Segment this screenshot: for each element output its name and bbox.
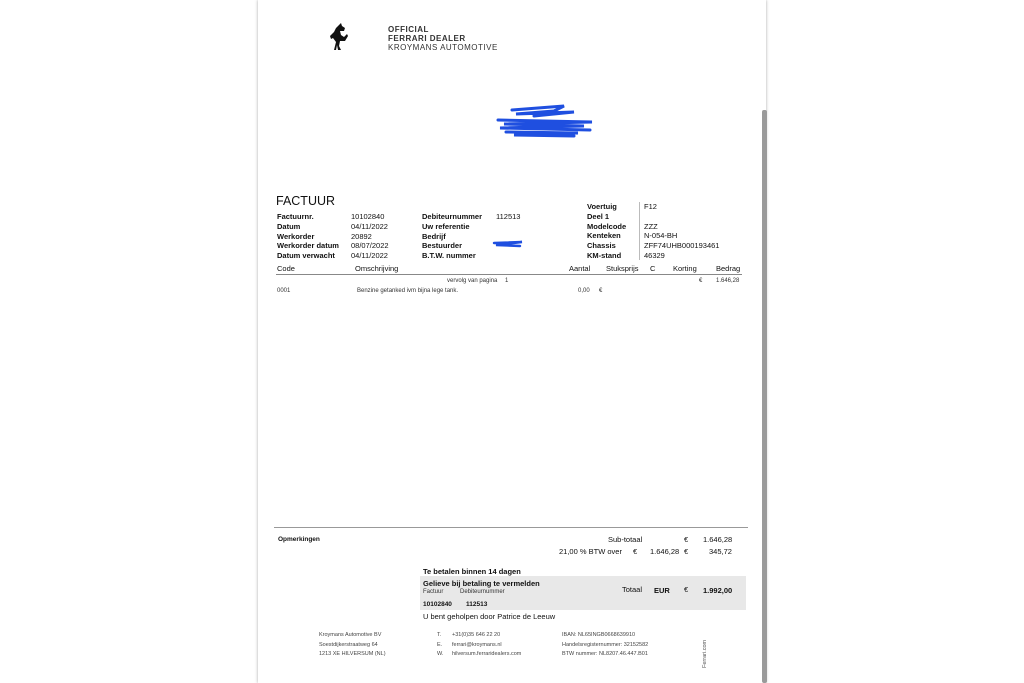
- vehicle-divider: [639, 202, 640, 260]
- footer-ferrari-url: Ferrari.com: [702, 639, 708, 668]
- carry-over-currency: €: [699, 278, 703, 284]
- license-plate-value: N-054-BH: [644, 231, 678, 241]
- footer-trade-register: Handelsregisternummer: 32152582: [562, 641, 649, 648]
- mileage-value: 46329: [644, 250, 665, 260]
- footer-company: [319, 631, 386, 660]
- footer-company-street: Soestdijkerstraatweg 64: [319, 641, 378, 648]
- line-item-description: Benzine getanked ivm bijna lege tank.: [357, 288, 459, 294]
- carry-over-label: vervolg van pagina: [447, 278, 498, 284]
- chassis-value: ZFF74UHB000193461: [644, 241, 720, 251]
- reference-value-debtor: 112513: [466, 601, 488, 608]
- footer-company-city: 1213 XE HILVERSUM (NL): [319, 651, 386, 657]
- redacted-driver: [492, 239, 524, 249]
- invoice-mid-labels: [422, 212, 482, 261]
- label-mileage: KM-stand: [587, 250, 622, 260]
- col-header-c: C: [650, 264, 656, 273]
- footer-email-key: E.: [437, 641, 443, 648]
- invoice-number-value: 10102840: [351, 212, 385, 221]
- footer-bank: [562, 631, 648, 660]
- totals-rule: [274, 527, 748, 528]
- subtotal-label: Sub-totaal: [608, 535, 643, 544]
- table-header-rule: [276, 274, 742, 275]
- label-expected-date: Datum verwacht: [277, 251, 335, 261]
- reference-label-debtor: Debiteurnummer: [460, 589, 505, 595]
- vat-base-amount: 1.646,28: [650, 547, 680, 556]
- carry-over-page: 1: [505, 278, 509, 284]
- vat-base-currency: €: [633, 547, 638, 556]
- label-debtor-number: Debiteurnummer: [422, 212, 483, 221]
- footer-phone: +31(0)35 646 22 20: [452, 632, 501, 638]
- subtotal-currency: €: [684, 535, 689, 544]
- vat-amount: 345,72: [709, 547, 732, 556]
- model-code-value: ZZZ: [644, 221, 658, 231]
- line-item-currency: €: [599, 288, 603, 294]
- label-company: Bedrijf: [422, 231, 446, 241]
- label-work-order-date: Werkorder datum: [277, 241, 339, 251]
- payment-terms: Te betalen binnen 14 dagen: [423, 567, 521, 576]
- date-value: 04/11/2022: [351, 221, 388, 231]
- label-date: Datum: [277, 221, 301, 231]
- label-driver: Bestuurder: [422, 241, 463, 251]
- invoice-left-labels: [277, 212, 339, 261]
- label-vat-number: B.T.W. nummer: [422, 251, 476, 261]
- footer-web-key: W.: [437, 651, 444, 657]
- vehicle-value: F12: [644, 202, 657, 211]
- col-header-unit-price: Stuksprijs: [606, 264, 639, 273]
- vat-label: 21,00 % BTW over: [559, 547, 622, 556]
- footer-phone-key: T.: [437, 632, 442, 638]
- carry-over-amount: 1.646,28: [716, 278, 740, 284]
- col-header-amount: Bedrag: [716, 264, 741, 273]
- total-currency: €: [684, 585, 689, 594]
- footer-company-name: Kroymans Automotive BV: [319, 632, 382, 638]
- label-chassis: Chassis: [587, 241, 616, 251]
- remarks-label: Opmerkingen: [278, 536, 320, 543]
- dealer-line-3: KROYMANS AUTOMOTIVE: [388, 43, 498, 52]
- label-work-order: Werkorder: [277, 231, 315, 241]
- prancing-horse-logo-icon: [328, 22, 350, 52]
- dealer-line-1: OFFICIAL: [388, 25, 429, 34]
- footer-contact-keys: [437, 631, 443, 660]
- subtotal-amount: 1.646,28: [703, 535, 733, 544]
- payment-reference-heading: Gelieve bij betaling te vermelden: [423, 579, 540, 588]
- work-order-date-value: 08/07/2022: [351, 241, 389, 251]
- col-header-code: Code: [277, 264, 295, 273]
- redacted-address: [494, 102, 596, 140]
- work-order-value: 20892: [351, 231, 372, 241]
- line-item-price: 0,00: [578, 288, 590, 294]
- dealer-line-2: FERRARI DEALER: [388, 34, 466, 43]
- footer-vat-number: BTW nummer: NL8207.46.447.B01: [562, 651, 648, 657]
- col-header-discount: Korting: [673, 264, 697, 273]
- label-vehicle: Voertuig: [587, 202, 617, 211]
- invoice-left-values: [351, 212, 389, 261]
- col-header-description: Omschrijving: [355, 264, 399, 273]
- scrollbar[interactable]: [762, 110, 767, 683]
- footer-iban: IBAN: NL65INGB0668639910: [562, 632, 636, 638]
- label-license-plate: Kenteken: [587, 231, 621, 241]
- total-currency-code: EUR: [654, 586, 670, 595]
- reference-label-invoice: Factuur: [423, 589, 444, 595]
- vehicle-labels: [587, 202, 626, 261]
- total-label: Totaal: [622, 585, 643, 594]
- part-1-value: [644, 212, 719, 222]
- col-header-quantity: Aantal: [569, 264, 591, 273]
- footer-contact-values: [452, 631, 521, 660]
- vehicle-values: [644, 202, 719, 261]
- vat-currency: €: [684, 547, 689, 556]
- footer-website: hilversum.ferraridealers.com: [452, 651, 522, 657]
- carry-over-row: [447, 278, 508, 284]
- footer-email: ferrari@kroymans.nl: [452, 641, 502, 648]
- debtor-number-value: 112513: [496, 212, 521, 221]
- helped-by: U bent geholpen door Patrice de Leeuw: [423, 612, 556, 621]
- expected-date-value: 04/11/2022: [351, 251, 388, 261]
- label-your-reference: Uw referentie: [422, 221, 470, 231]
- invoice-mid-values: [496, 212, 520, 222]
- reference-value-invoice: 10102840: [423, 601, 452, 608]
- dealer-name: [388, 25, 498, 52]
- label-model-code: Modelcode: [587, 221, 627, 231]
- total-amount: 1.992,00: [703, 586, 733, 595]
- invoice-title: FACTUUR: [276, 194, 336, 208]
- line-item-code: 0001: [277, 288, 291, 294]
- label-part-1: Deel 1: [587, 211, 610, 221]
- label-invoice-number: Factuurnr.: [277, 212, 314, 221]
